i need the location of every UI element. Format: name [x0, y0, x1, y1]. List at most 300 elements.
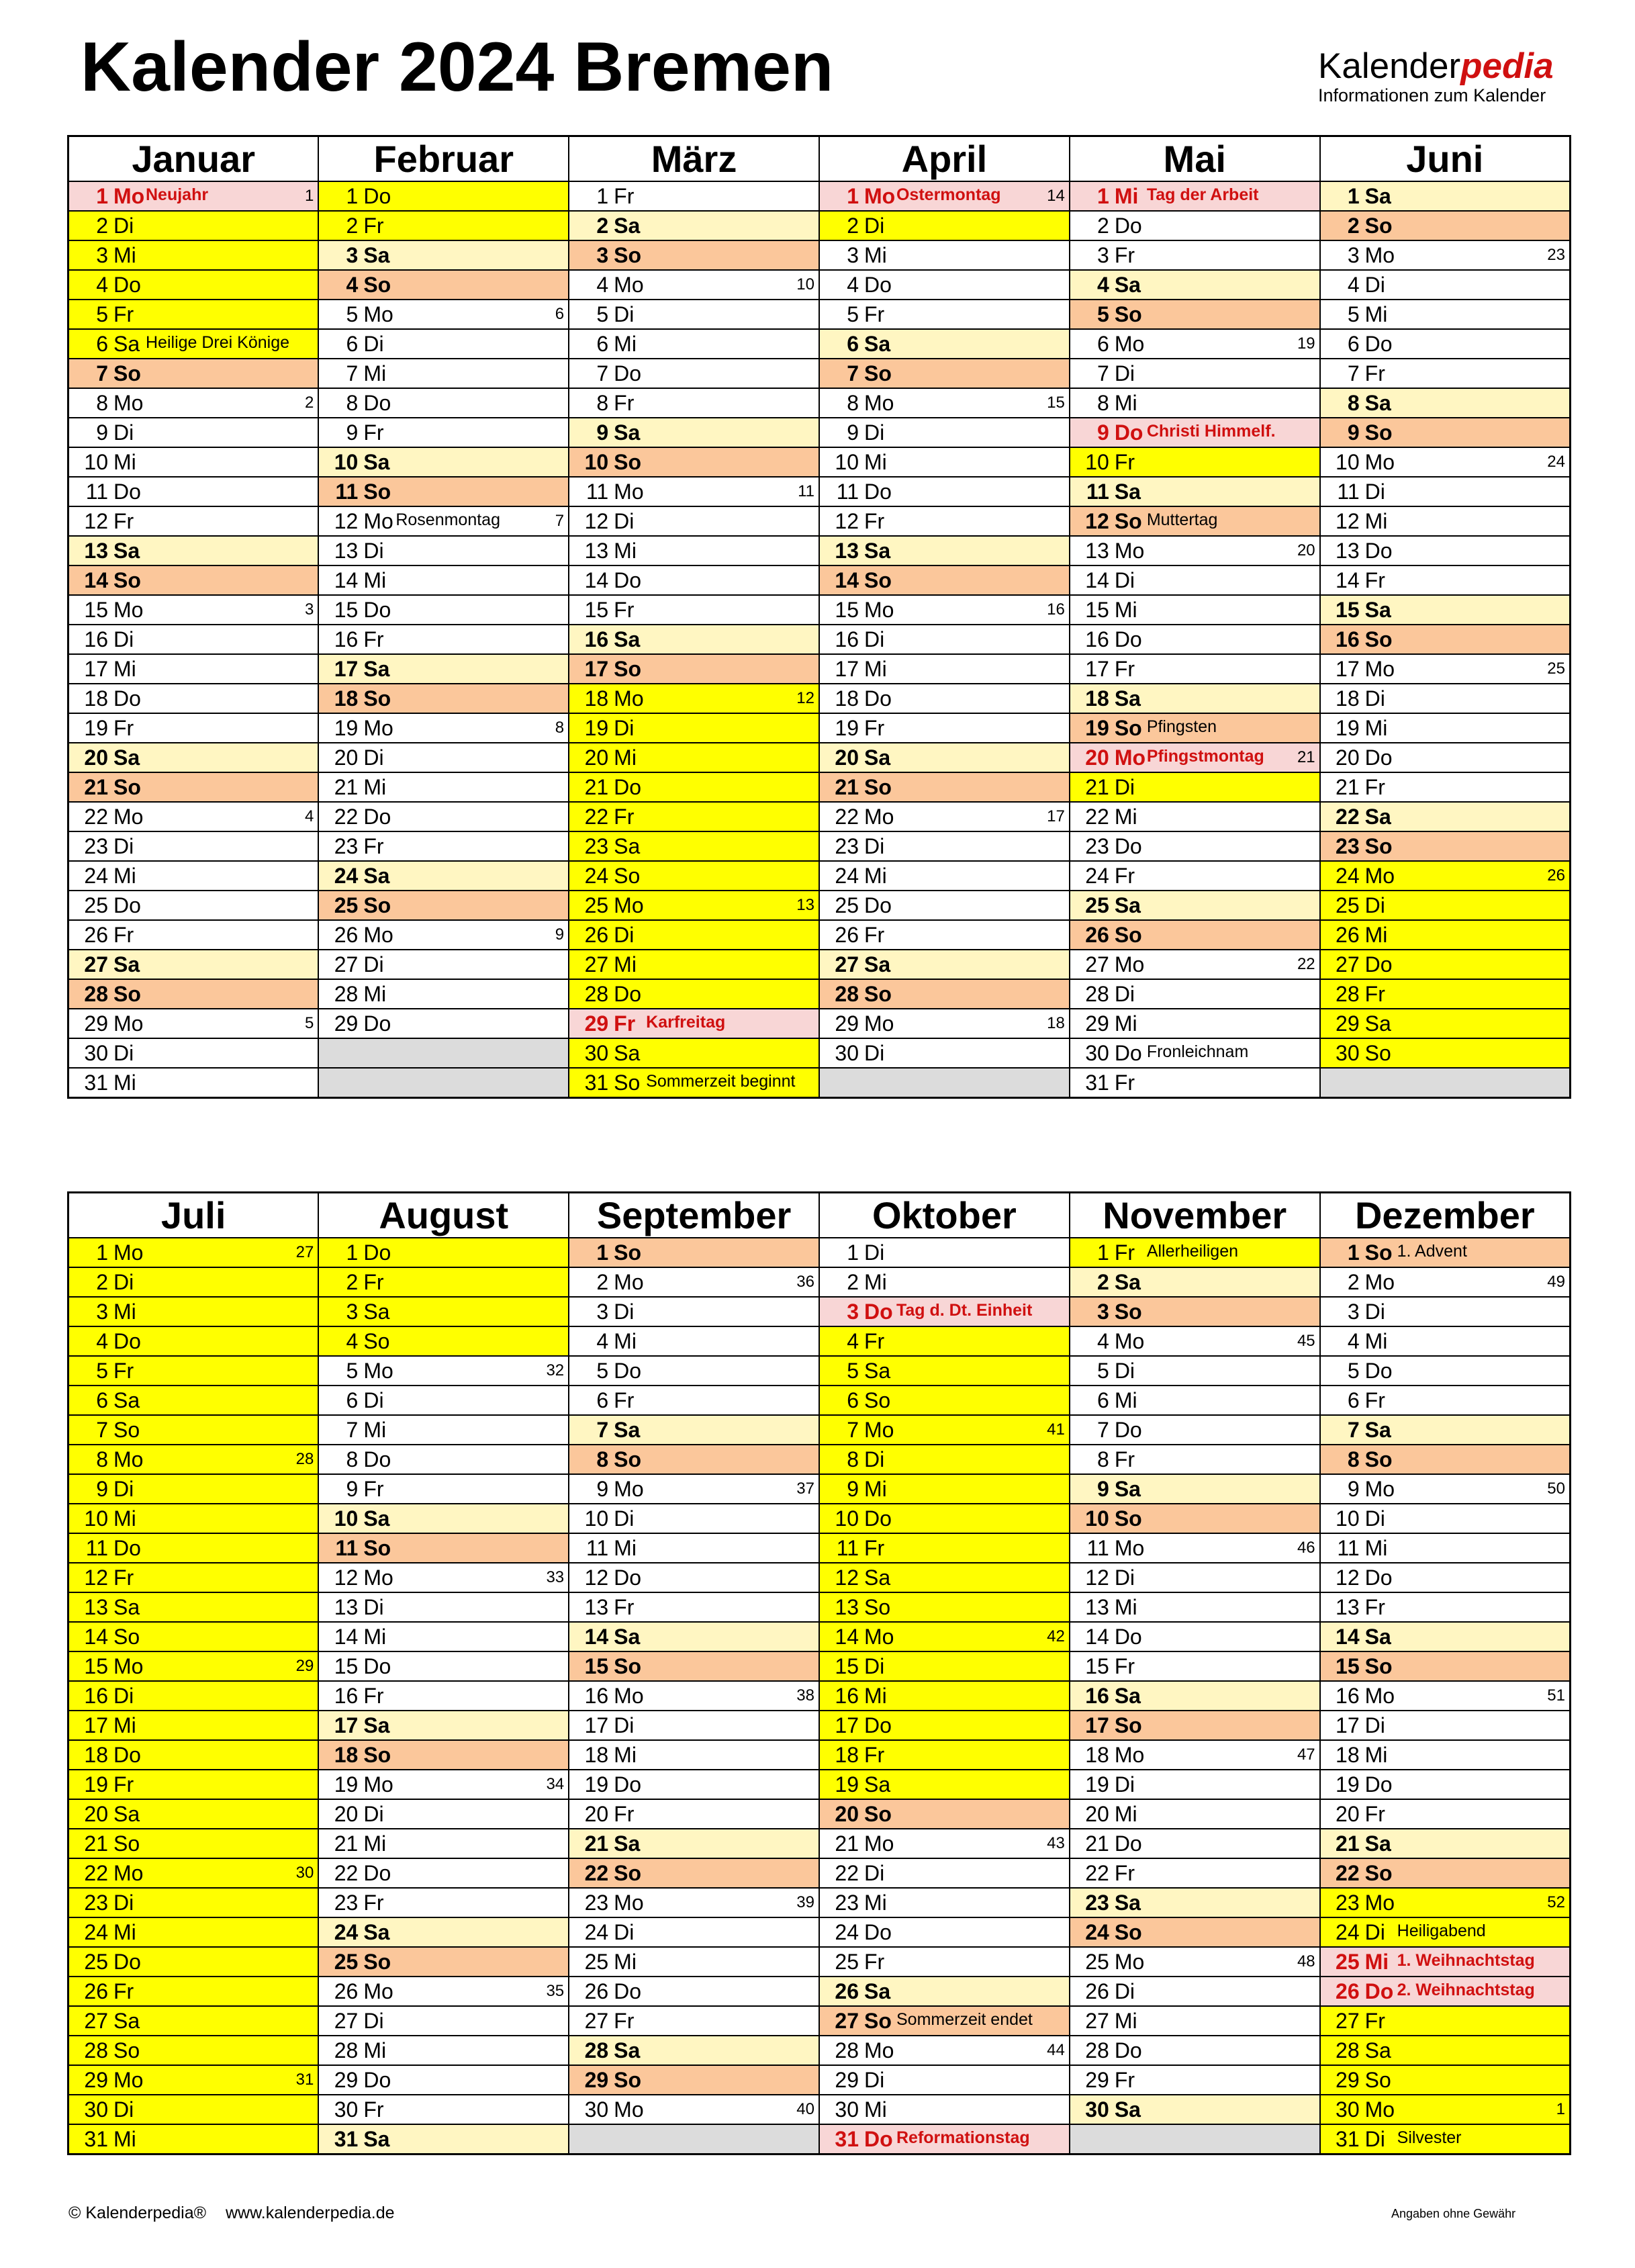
day-cell[interactable] [569, 1326, 819, 1356]
day-cell[interactable] [569, 1415, 819, 1445]
day-cell[interactable] [569, 950, 819, 979]
day-cell[interactable] [68, 891, 319, 920]
day-cell[interactable] [318, 1415, 569, 1445]
day-cell[interactable] [819, 743, 1070, 772]
day-cell[interactable] [1320, 1356, 1571, 1386]
day-cell[interactable] [819, 1326, 1070, 1356]
day-cell[interactable] [569, 1740, 819, 1770]
day-cell[interactable] [1320, 861, 1571, 891]
day-cell[interactable] [1070, 1711, 1320, 1740]
day-cell[interactable] [318, 536, 569, 565]
day-cell[interactable] [318, 418, 569, 447]
day-cell[interactable] [1320, 1563, 1571, 1592]
day-cell[interactable] [819, 979, 1070, 1009]
day-cell[interactable] [819, 1711, 1070, 1740]
day-cell[interactable] [68, 1386, 319, 1415]
day-cell[interactable] [318, 713, 569, 743]
day-cell[interactable] [318, 891, 569, 920]
day-cell[interactable] [569, 1068, 819, 1098]
day-cell[interactable] [819, 240, 1070, 270]
day-cell[interactable] [819, 1917, 1070, 1947]
day-cell[interactable] [569, 211, 819, 240]
day-cell[interactable] [318, 359, 569, 388]
day-cell[interactable] [68, 1533, 319, 1563]
day-cell[interactable] [318, 2124, 569, 2154]
day-cell[interactable] [1070, 418, 1320, 447]
day-cell[interactable] [68, 772, 319, 802]
day-cell[interactable] [569, 1009, 819, 1038]
day-cell[interactable] [819, 920, 1070, 950]
day-cell[interactable] [318, 2006, 569, 2036]
day-cell[interactable] [1320, 654, 1571, 684]
day-cell[interactable] [1320, 1740, 1571, 1770]
day-cell[interactable] [318, 1533, 569, 1563]
day-cell[interactable] [68, 979, 319, 1009]
day-cell[interactable] [569, 1858, 819, 1888]
day-cell[interactable] [318, 979, 569, 1009]
day-cell[interactable] [68, 1651, 319, 1681]
day-cell[interactable] [819, 1267, 1070, 1297]
day-cell[interactable] [68, 684, 319, 713]
day-cell[interactable] [1320, 2036, 1571, 2065]
day-cell[interactable] [68, 2036, 319, 2065]
day-cell[interactable] [819, 1445, 1070, 1474]
day-cell[interactable] [318, 950, 569, 979]
day-cell[interactable] [68, 1888, 319, 1917]
day-cell[interactable] [569, 565, 819, 595]
day-cell[interactable] [569, 1592, 819, 1622]
day-cell[interactable] [569, 713, 819, 743]
day-cell[interactable] [819, 1622, 1070, 1651]
day-cell[interactable] [819, 1297, 1070, 1326]
day-cell[interactable] [569, 772, 819, 802]
day-cell[interactable] [569, 1356, 819, 1386]
day-cell[interactable] [819, 388, 1070, 418]
day-cell[interactable] [819, 1651, 1070, 1681]
day-cell[interactable] [569, 1681, 819, 1711]
day-cell[interactable] [68, 1799, 319, 1829]
day-cell[interactable] [819, 2095, 1070, 2124]
day-cell[interactable] [1320, 1947, 1571, 1977]
day-cell[interactable] [68, 1740, 319, 1770]
day-cell[interactable] [1070, 595, 1320, 625]
day-cell[interactable] [318, 1297, 569, 1326]
day-cell[interactable] [68, 477, 319, 506]
day-cell[interactable] [318, 329, 569, 359]
day-cell[interactable] [819, 595, 1070, 625]
day-cell[interactable] [68, 1326, 319, 1356]
day-cell[interactable] [1320, 1238, 1571, 1267]
day-cell[interactable] [819, 1740, 1070, 1770]
day-cell[interactable] [569, 1267, 819, 1297]
day-cell[interactable] [1070, 1651, 1320, 1681]
day-cell[interactable] [569, 920, 819, 950]
day-cell[interactable] [569, 891, 819, 920]
day-cell[interactable] [318, 1711, 569, 1740]
day-cell[interactable] [318, 595, 569, 625]
day-cell[interactable] [1070, 270, 1320, 300]
day-cell[interactable] [1320, 300, 1571, 329]
day-cell[interactable] [1070, 831, 1320, 861]
day-cell[interactable] [1320, 595, 1571, 625]
day-cell[interactable] [569, 506, 819, 536]
day-cell[interactable] [1320, 979, 1571, 1009]
day-cell[interactable] [819, 1009, 1070, 1038]
day-cell[interactable] [569, 1474, 819, 1504]
day-cell[interactable] [318, 684, 569, 713]
day-cell[interactable] [819, 418, 1070, 447]
day-cell[interactable] [1070, 1740, 1320, 1770]
day-cell[interactable] [1320, 1386, 1571, 1415]
day-cell[interactable] [1070, 950, 1320, 979]
day-cell[interactable] [1070, 1474, 1320, 1504]
day-cell[interactable] [318, 1681, 569, 1711]
day-cell[interactable] [68, 1947, 319, 1977]
day-cell[interactable] [819, 2036, 1070, 2065]
day-cell[interactable] [819, 1563, 1070, 1592]
day-cell[interactable] [68, 1977, 319, 2006]
day-cell[interactable] [1070, 1858, 1320, 1888]
day-cell[interactable] [1070, 1356, 1320, 1386]
day-cell[interactable] [1070, 1977, 1320, 2006]
day-cell[interactable] [68, 802, 319, 831]
day-cell[interactable] [68, 447, 319, 477]
day-cell[interactable] [1320, 1858, 1571, 1888]
day-cell[interactable] [1320, 506, 1571, 536]
day-cell[interactable] [68, 1622, 319, 1651]
day-cell[interactable] [318, 2036, 569, 2065]
day-cell[interactable] [68, 388, 319, 418]
day-cell[interactable] [569, 181, 819, 211]
day-cell[interactable] [68, 1356, 319, 1386]
day-cell[interactable] [819, 1238, 1070, 1267]
day-cell[interactable] [819, 772, 1070, 802]
day-cell[interactable] [318, 181, 569, 211]
day-cell[interactable] [1070, 1917, 1320, 1947]
day-cell[interactable] [569, 240, 819, 270]
day-cell[interactable] [318, 300, 569, 329]
day-cell[interactable] [318, 1474, 569, 1504]
day-cell[interactable] [318, 831, 569, 861]
kalenderpedia-logo[interactable] [1318, 48, 1568, 106]
day-cell[interactable] [68, 1267, 319, 1297]
day-cell[interactable] [318, 1563, 569, 1592]
day-cell[interactable] [68, 2124, 319, 2154]
day-cell[interactable] [318, 743, 569, 772]
day-cell[interactable] [1320, 625, 1571, 654]
day-cell[interactable] [68, 1770, 319, 1799]
day-cell[interactable] [1070, 713, 1320, 743]
day-cell[interactable] [569, 1711, 819, 1740]
day-cell[interactable] [1320, 1038, 1571, 1068]
day-cell[interactable] [1320, 950, 1571, 979]
day-cell[interactable] [1070, 1533, 1320, 1563]
day-cell[interactable] [1070, 1592, 1320, 1622]
day-cell[interactable] [1320, 1711, 1571, 1740]
day-cell[interactable] [819, 211, 1070, 240]
day-cell[interactable] [68, 1681, 319, 1711]
day-cell[interactable] [68, 1445, 319, 1474]
day-cell[interactable] [569, 1799, 819, 1829]
day-cell[interactable] [569, 1622, 819, 1651]
day-cell[interactable] [569, 2095, 819, 2124]
day-cell[interactable] [819, 891, 1070, 920]
day-cell[interactable] [1070, 1829, 1320, 1858]
day-cell[interactable] [1070, 920, 1320, 950]
day-cell[interactable] [318, 1238, 569, 1267]
day-cell[interactable] [68, 1415, 319, 1445]
day-cell[interactable] [1320, 1504, 1571, 1533]
day-cell[interactable] [318, 565, 569, 595]
day-cell[interactable] [1070, 388, 1320, 418]
day-cell[interactable] [68, 1238, 319, 1267]
day-cell[interactable] [1320, 831, 1571, 861]
day-cell[interactable] [569, 1829, 819, 1858]
day-cell[interactable] [819, 181, 1070, 211]
day-cell[interactable] [569, 418, 819, 447]
day-cell[interactable] [569, 2006, 819, 2036]
day-cell[interactable] [569, 684, 819, 713]
day-cell[interactable] [318, 447, 569, 477]
day-cell[interactable] [569, 1770, 819, 1799]
day-cell[interactable] [1320, 1415, 1571, 1445]
day-cell[interactable] [1070, 2065, 1320, 2095]
day-cell[interactable] [318, 1770, 569, 1799]
day-cell[interactable] [1070, 329, 1320, 359]
day-cell[interactable] [569, 1917, 819, 1947]
day-cell[interactable] [318, 1009, 569, 1038]
day-cell[interactable] [1070, 2006, 1320, 2036]
day-cell[interactable] [68, 1711, 319, 1740]
day-cell[interactable] [819, 1504, 1070, 1533]
day-cell[interactable] [68, 713, 319, 743]
day-cell[interactable] [819, 1770, 1070, 1799]
day-cell[interactable] [1320, 1888, 1571, 1917]
day-cell[interactable] [1320, 1592, 1571, 1622]
day-cell[interactable] [819, 1592, 1070, 1622]
day-cell[interactable] [68, 329, 319, 359]
day-cell[interactable] [1070, 211, 1320, 240]
footer-website-link[interactable]: www.kalenderpedia.de [225, 2204, 395, 2222]
day-cell[interactable] [68, 211, 319, 240]
day-cell[interactable] [819, 270, 1070, 300]
day-cell[interactable] [68, 831, 319, 861]
day-cell[interactable] [68, 1504, 319, 1533]
day-cell[interactable] [569, 831, 819, 861]
day-cell[interactable] [1320, 1622, 1571, 1651]
day-cell[interactable] [318, 920, 569, 950]
day-cell[interactable] [1070, 1068, 1320, 1098]
day-cell[interactable] [1320, 565, 1571, 595]
day-cell[interactable] [1070, 1563, 1320, 1592]
day-cell[interactable] [1070, 1504, 1320, 1533]
day-cell[interactable] [819, 802, 1070, 831]
day-cell[interactable] [1070, 240, 1320, 270]
day-cell[interactable] [68, 300, 319, 329]
day-cell[interactable] [569, 2065, 819, 2095]
day-cell[interactable] [569, 1238, 819, 1267]
day-cell[interactable] [318, 1829, 569, 1858]
day-cell[interactable] [819, 1533, 1070, 1563]
day-cell[interactable] [1070, 1622, 1320, 1651]
day-cell[interactable] [1320, 1533, 1571, 1563]
day-cell[interactable] [1070, 300, 1320, 329]
day-cell[interactable] [819, 625, 1070, 654]
day-cell[interactable] [68, 1917, 319, 1947]
day-cell[interactable] [1070, 1445, 1320, 1474]
day-cell[interactable] [318, 1592, 569, 1622]
day-cell[interactable] [318, 1651, 569, 1681]
day-cell[interactable] [68, 418, 319, 447]
day-cell[interactable] [68, 2095, 319, 2124]
day-cell[interactable] [1070, 802, 1320, 831]
day-cell[interactable] [318, 1267, 569, 1297]
day-cell[interactable] [1070, 1238, 1320, 1267]
day-cell[interactable] [68, 181, 319, 211]
day-cell[interactable] [569, 654, 819, 684]
day-cell[interactable] [1070, 1947, 1320, 1977]
day-cell[interactable] [819, 1386, 1070, 1415]
day-cell[interactable] [1320, 1977, 1571, 2006]
day-cell[interactable] [318, 388, 569, 418]
day-cell[interactable] [1320, 2065, 1571, 2095]
day-cell[interactable] [569, 2036, 819, 2065]
day-cell[interactable] [318, 802, 569, 831]
day-cell[interactable] [1320, 772, 1571, 802]
day-cell[interactable] [1070, 506, 1320, 536]
day-cell[interactable] [819, 1947, 1070, 1977]
day-cell[interactable] [569, 1038, 819, 1068]
day-cell[interactable] [569, 1386, 819, 1415]
day-cell[interactable] [819, 1858, 1070, 1888]
day-cell[interactable] [1320, 684, 1571, 713]
day-cell[interactable] [318, 1356, 569, 1386]
day-cell[interactable] [1070, 772, 1320, 802]
day-cell[interactable] [1320, 447, 1571, 477]
day-cell[interactable] [1320, 388, 1571, 418]
day-cell[interactable] [569, 329, 819, 359]
day-cell[interactable] [819, 2006, 1070, 2036]
day-cell[interactable] [819, 713, 1070, 743]
day-cell[interactable] [819, 477, 1070, 506]
day-cell[interactable] [318, 477, 569, 506]
day-cell[interactable] [318, 1947, 569, 1977]
day-cell[interactable] [569, 1533, 819, 1563]
day-cell[interactable] [569, 1888, 819, 1917]
day-cell[interactable] [569, 477, 819, 506]
day-cell[interactable] [1070, 861, 1320, 891]
day-cell[interactable] [1320, 743, 1571, 772]
day-cell[interactable] [819, 2124, 1070, 2154]
day-cell[interactable] [569, 447, 819, 477]
day-cell[interactable] [569, 743, 819, 772]
day-cell[interactable] [68, 1038, 319, 1068]
day-cell[interactable] [318, 1386, 569, 1415]
day-cell[interactable] [1070, 979, 1320, 1009]
day-cell[interactable] [819, 1799, 1070, 1829]
day-cell[interactable] [318, 240, 569, 270]
day-cell[interactable] [569, 359, 819, 388]
day-cell[interactable] [569, 802, 819, 831]
day-cell[interactable] [1320, 713, 1571, 743]
day-cell[interactable] [68, 536, 319, 565]
day-cell[interactable] [68, 506, 319, 536]
day-cell[interactable] [819, 831, 1070, 861]
day-cell[interactable] [569, 300, 819, 329]
day-cell[interactable] [68, 1829, 319, 1858]
day-cell[interactable] [318, 772, 569, 802]
day-cell[interactable] [569, 270, 819, 300]
day-cell[interactable] [1070, 565, 1320, 595]
day-cell[interactable] [819, 359, 1070, 388]
day-cell[interactable] [1320, 2006, 1571, 2036]
day-cell[interactable] [1070, 359, 1320, 388]
day-cell[interactable] [318, 1622, 569, 1651]
day-cell[interactable] [1070, 536, 1320, 565]
day-cell[interactable] [1320, 211, 1571, 240]
day-cell[interactable] [1320, 1917, 1571, 1947]
day-cell[interactable] [819, 1038, 1070, 1068]
day-cell[interactable] [819, 565, 1070, 595]
day-cell[interactable] [1320, 1297, 1571, 1326]
day-cell[interactable] [1320, 1651, 1571, 1681]
day-cell[interactable] [68, 920, 319, 950]
day-cell[interactable] [819, 654, 1070, 684]
day-cell[interactable] [318, 1799, 569, 1829]
day-cell[interactable] [68, 359, 319, 388]
day-cell[interactable] [569, 1651, 819, 1681]
day-cell[interactable] [318, 1504, 569, 1533]
day-cell[interactable] [68, 1297, 319, 1326]
day-cell[interactable] [1070, 1770, 1320, 1799]
day-cell[interactable] [1070, 625, 1320, 654]
day-cell[interactable] [819, 1415, 1070, 1445]
day-cell[interactable] [819, 506, 1070, 536]
day-cell[interactable] [819, 1681, 1070, 1711]
day-cell[interactable] [819, 2065, 1070, 2095]
day-cell[interactable] [318, 1888, 569, 1917]
day-cell[interactable] [819, 950, 1070, 979]
day-cell[interactable] [68, 2065, 319, 2095]
day-cell[interactable] [68, 654, 319, 684]
day-cell[interactable] [1320, 2124, 1571, 2154]
day-cell[interactable] [819, 1474, 1070, 1504]
day-cell[interactable] [819, 447, 1070, 477]
day-cell[interactable] [318, 1740, 569, 1770]
day-cell[interactable] [1320, 1326, 1571, 1356]
day-cell[interactable] [1070, 2095, 1320, 2124]
day-cell[interactable] [819, 300, 1070, 329]
day-cell[interactable] [68, 1474, 319, 1504]
day-cell[interactable] [1320, 536, 1571, 565]
day-cell[interactable] [1320, 1474, 1571, 1504]
day-cell[interactable] [318, 1917, 569, 1947]
day-cell[interactable] [819, 1977, 1070, 2006]
day-cell[interactable] [1320, 1799, 1571, 1829]
day-cell[interactable] [1320, 802, 1571, 831]
day-cell[interactable] [68, 1563, 319, 1592]
day-cell[interactable] [819, 861, 1070, 891]
day-cell[interactable] [318, 1977, 569, 2006]
day-cell[interactable] [1070, 1038, 1320, 1068]
day-cell[interactable] [318, 211, 569, 240]
day-cell[interactable] [68, 861, 319, 891]
day-cell[interactable] [68, 950, 319, 979]
day-cell[interactable] [318, 1858, 569, 1888]
day-cell[interactable] [569, 1977, 819, 2006]
day-cell[interactable] [819, 1888, 1070, 1917]
day-cell[interactable] [1070, 743, 1320, 772]
